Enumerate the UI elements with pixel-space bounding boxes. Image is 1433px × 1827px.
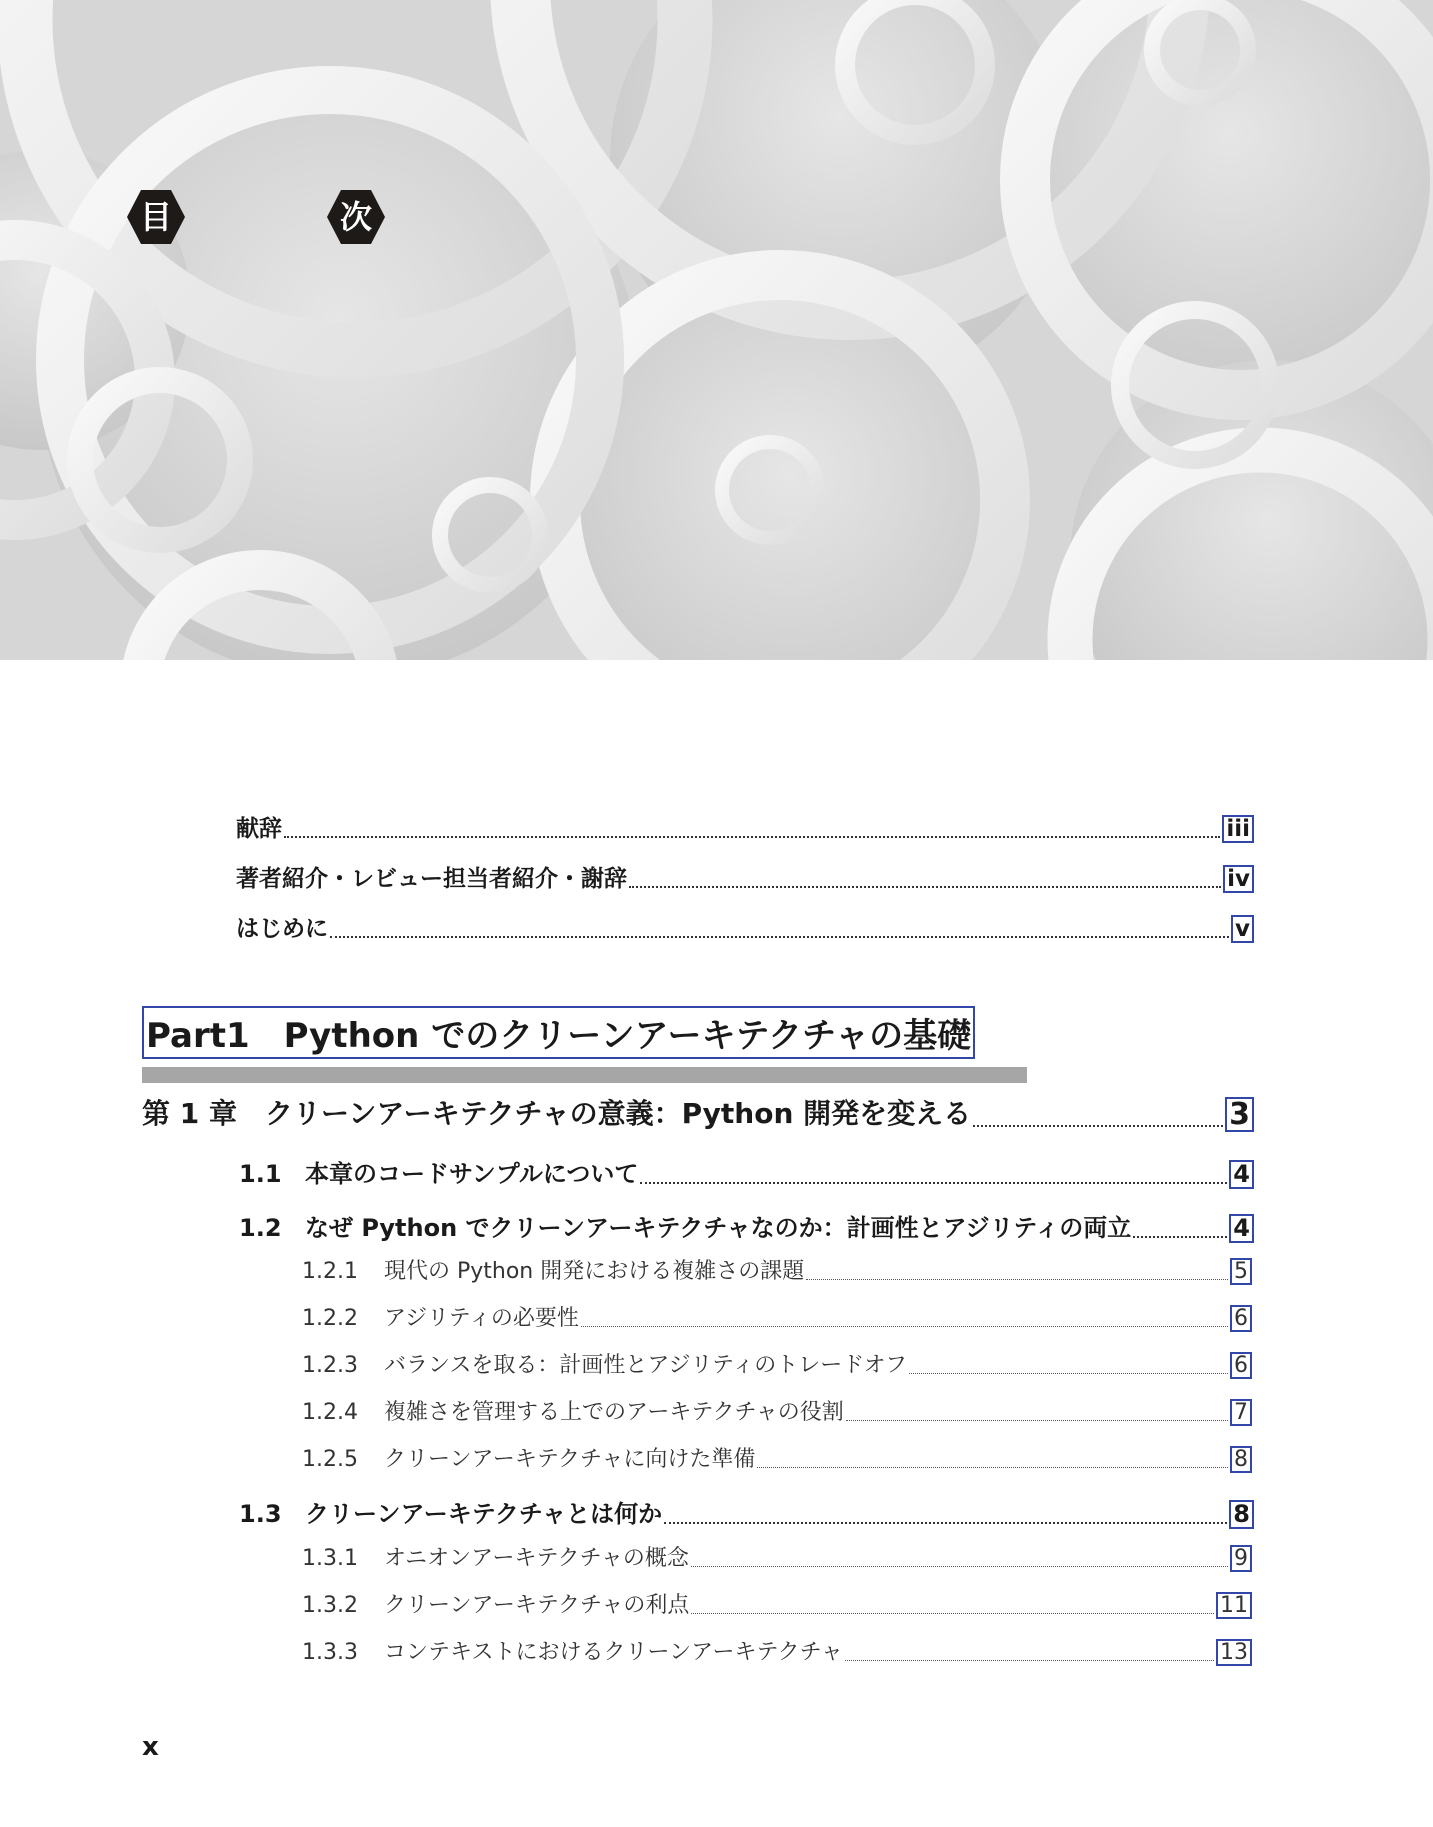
toc-entry-title: はじめに	[236, 916, 328, 942]
dot-leader	[909, 1373, 1228, 1374]
toc-entry-subsection[interactable]	[302, 1348, 1252, 1379]
dot-leader	[846, 1420, 1228, 1421]
page-link[interactable]: 7	[1230, 1399, 1252, 1426]
dot-leader	[629, 886, 1221, 888]
subsection-title: クリーンアーキテクチャに向けた準備	[384, 1447, 756, 1472]
subsection-number: 1.3.1	[302, 1546, 358, 1571]
page-link[interactable]: 4	[1229, 1214, 1254, 1243]
page-link[interactable]: 5	[1230, 1258, 1252, 1285]
subsection-number: 1.2.5	[302, 1447, 358, 1472]
toc-entry-chapter-1[interactable]	[142, 1092, 1254, 1132]
dot-leader	[757, 1467, 1228, 1468]
toc-entry-section[interactable]	[239, 1154, 1254, 1189]
subsection-number: 1.3.3	[302, 1640, 358, 1665]
dot-leader	[330, 936, 1229, 938]
dot-leader	[1133, 1236, 1227, 1238]
toc-entry-subsection[interactable]	[302, 1588, 1252, 1619]
dot-leader	[691, 1613, 1214, 1614]
subsection-title: バランスを取る：計画性とアジリティのトレードオフ	[384, 1353, 907, 1378]
subsection-title: 現代の Python 開発における複雑さの課題	[384, 1259, 805, 1284]
page-link[interactable]: 13	[1216, 1639, 1252, 1666]
toc-badge-1	[127, 190, 185, 244]
subsection-number: 1.2.1	[302, 1259, 358, 1284]
page-link[interactable]: 11	[1216, 1592, 1252, 1619]
hero-background	[0, 0, 1433, 660]
toc-entry-introduction[interactable]	[236, 910, 1254, 943]
toc-entry-section[interactable]	[239, 1208, 1254, 1243]
page-link[interactable]: 8	[1229, 1500, 1254, 1529]
dot-leader	[664, 1522, 1227, 1524]
subsection-title: 複雑さを管理する上でのアーキテクチャの役割	[384, 1400, 844, 1425]
dot-leader	[806, 1279, 1228, 1280]
toc-entry-subsection[interactable]	[302, 1301, 1252, 1332]
toc-entry-subsection[interactable]	[302, 1541, 1252, 1572]
subsection-number: 1.3.2	[302, 1593, 358, 1618]
part-underline-bar	[142, 1067, 1027, 1083]
subsection-title: クリーンアーキテクチャの利点	[384, 1593, 690, 1618]
page-number: x	[142, 1732, 159, 1762]
toc-badge-2	[327, 190, 385, 244]
part-heading	[142, 1006, 1027, 1083]
page-link[interactable]: 6	[1230, 1305, 1252, 1332]
subsection-number: 1.2.4	[302, 1400, 358, 1425]
dot-leader	[581, 1326, 1228, 1327]
toc-title-char-1: 目	[139, 198, 172, 236]
page-link[interactable]: v	[1231, 915, 1254, 943]
section-number: 1.1	[239, 1160, 282, 1188]
toc-entry-subsection[interactable]	[302, 1254, 1252, 1285]
toc-entry-subsection[interactable]	[302, 1442, 1252, 1473]
toc-entry-title: 著者紹介・レビュー担当者紹介・謝辞	[236, 866, 627, 892]
toc-entry-title: 献辞	[236, 816, 282, 842]
dot-leader	[284, 836, 1220, 838]
dot-leader	[691, 1566, 1228, 1567]
subsection-number: 1.2.3	[302, 1353, 358, 1378]
section-title: クリーンアーキテクチャとは何か	[305, 1500, 663, 1528]
section-title: 本章のコードサンプルについて	[305, 1160, 639, 1188]
page-link[interactable]: 8	[1230, 1446, 1252, 1473]
part-title-link[interactable]: Part1 Python でのクリーンアーキテクチャの基礎	[142, 1006, 975, 1059]
dot-leader	[640, 1182, 1227, 1184]
toc-entry-subsection[interactable]	[302, 1395, 1252, 1426]
section-title: なぜ Python でクリーンアーキテクチャなのか：計画性とアジリティの両立	[305, 1214, 1132, 1242]
subsection-number: 1.2.2	[302, 1306, 358, 1331]
section-number: 1.2	[239, 1214, 282, 1242]
dot-leader	[845, 1660, 1214, 1661]
toc-entry-subsection[interactable]	[302, 1635, 1252, 1666]
page-link[interactable]: iii	[1222, 815, 1254, 843]
toc-title-char-2: 次	[339, 198, 372, 236]
subsection-title: オニオンアーキテクチャの概念	[384, 1546, 689, 1571]
chapter-title: 第 1 章 クリーンアーキテクチャの意義：Python 開発を変える	[142, 1097, 972, 1130]
page-link[interactable]: 6	[1230, 1352, 1252, 1379]
rings-pattern	[0, 0, 1433, 660]
page-link[interactable]: iv	[1223, 865, 1254, 893]
page-link[interactable]: 9	[1230, 1545, 1252, 1572]
subsection-title: コンテキストにおけるクリーンアーキテクチャ	[384, 1640, 843, 1665]
subsection-title: アジリティの必要性	[384, 1306, 579, 1331]
dot-leader	[973, 1125, 1223, 1127]
page-link[interactable]: 4	[1229, 1160, 1254, 1189]
page-link[interactable]: 3	[1225, 1097, 1254, 1133]
toc-entry-section[interactable]	[239, 1494, 1254, 1529]
toc-entry-dedication[interactable]	[236, 810, 1254, 843]
section-number: 1.3	[239, 1500, 282, 1528]
toc-entry-authors[interactable]	[236, 860, 1254, 893]
